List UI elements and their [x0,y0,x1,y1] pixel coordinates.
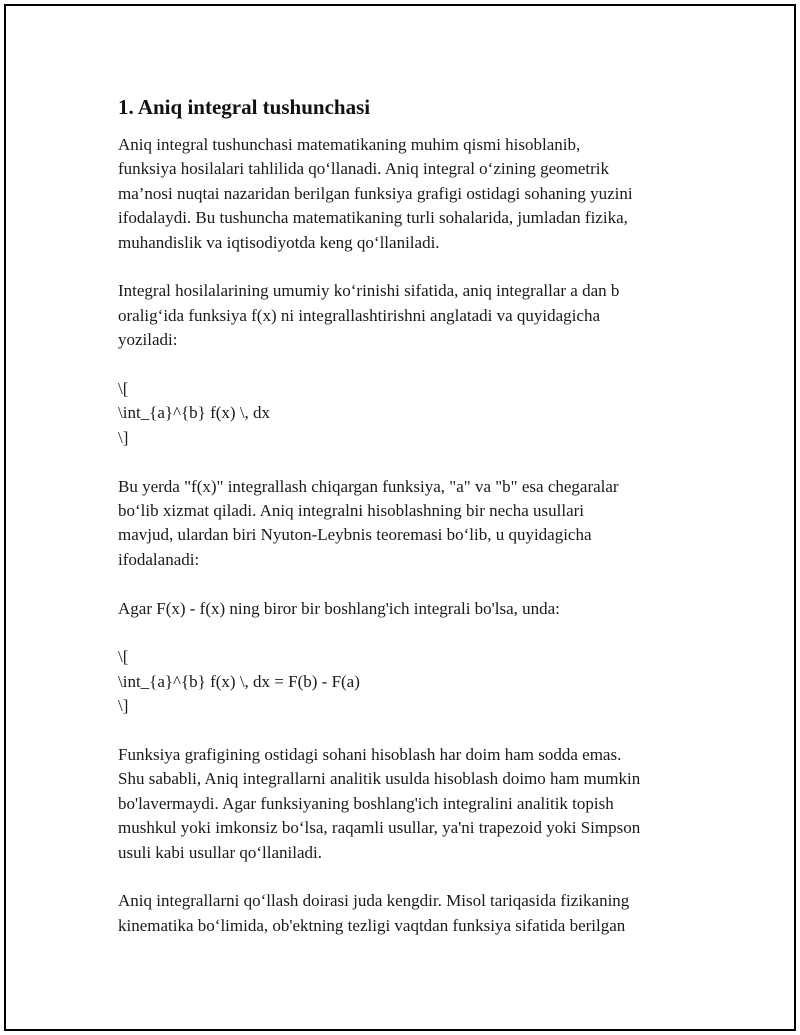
text-line: oralig‘ida funksiya f(x) ni integrallashtirishni anglatadi va quyidagicha [118,305,600,325]
text-line: bo'lavermaydi. Agar funksiyaning boshlang'ich integralini analitik topish [118,793,614,813]
text-line: \int_{a}^{b} f(x) \, dx = F(b) - F(a) [118,671,360,691]
paragraph [118,889,678,938]
document-body [118,94,678,963]
text-line: Agar F(x) - f(x) ning biror bir boshlang'ich integrali bo'lsa, unda: [118,598,560,618]
paragraph [118,597,678,621]
text-line: bo‘lib xizmat qiladi. Aniq integralni hisoblashning bir necha usullari [118,501,584,521]
text-line: Aniq integrallarni qo‘llash doirasi juda kengdir. Misol tariqasida fizikaning [118,891,630,911]
paragraph [118,377,678,450]
paragraph [118,133,678,255]
text-line: muhandislik va iqtisodiyotda keng qo‘llaniladi. [118,232,440,252]
text-line: mushkul yoki imkonsiz bo‘lsa, raqamli usullar, ya'ni trapezoid yoki Simpson [118,818,641,838]
text-line: kinematika bo‘limida, ob'ektning tezligi vaqtdan funksiya sifatida berilgan [118,915,626,935]
section-heading: 1. Aniq integral tushunchasi [118,95,371,119]
text-line: Aniq integral tushunchasi matematikaning muhim qismi hisoblanib, [118,135,581,154]
paragraph-container [118,133,678,938]
text-line: \] [118,427,129,447]
text-line: ma’nosi nuqtai nazaridan berilgan funksiya grafigi ostidagi sohaning yuzini [118,183,633,203]
text-line: Bu yerda "f(x)" integrallash chiqargan funksiya, "a" va "b" esa chegaralar [118,476,619,496]
text-line: \[ [118,647,129,667]
paragraph [118,475,678,573]
text-line: \int_{a}^{b} f(x) \, dx [118,403,271,423]
text-line: Shu sababli, Aniq integrallarni analitik usulda hisoblash doimo ham mumkin [118,769,641,789]
text-line: yoziladi: [118,330,178,350]
text-line: funksiya hosilalari tahlilida qo‘llanadi. Aniq integral o‘zining geometrik [118,159,609,179]
text-line: usuli kabi usullar qo‘llaniladi. [118,842,322,862]
text-line: \] [118,696,129,716]
text-line: Integral hosilalarining umumiy ko‘rinishi sifatida, aniq integrallar a dan b [118,281,620,301]
paragraph [118,645,678,718]
text-line: ifodalaydi. Bu tushuncha matematikaning turli sohalarida, jumladan fizika, [118,208,628,228]
text-line: \[ [118,379,129,399]
paragraph [118,743,678,865]
text-line: Funksiya grafigining ostidagi sohani hisoblash har doim ham sodda emas. [118,745,622,765]
text-line: ifodalanadi: [118,549,200,569]
paragraph [118,279,678,352]
text-line: mavjud, ulardan biri Nyuton-Leybnis teoremasi bo‘lib, u quyidagicha [118,525,592,545]
